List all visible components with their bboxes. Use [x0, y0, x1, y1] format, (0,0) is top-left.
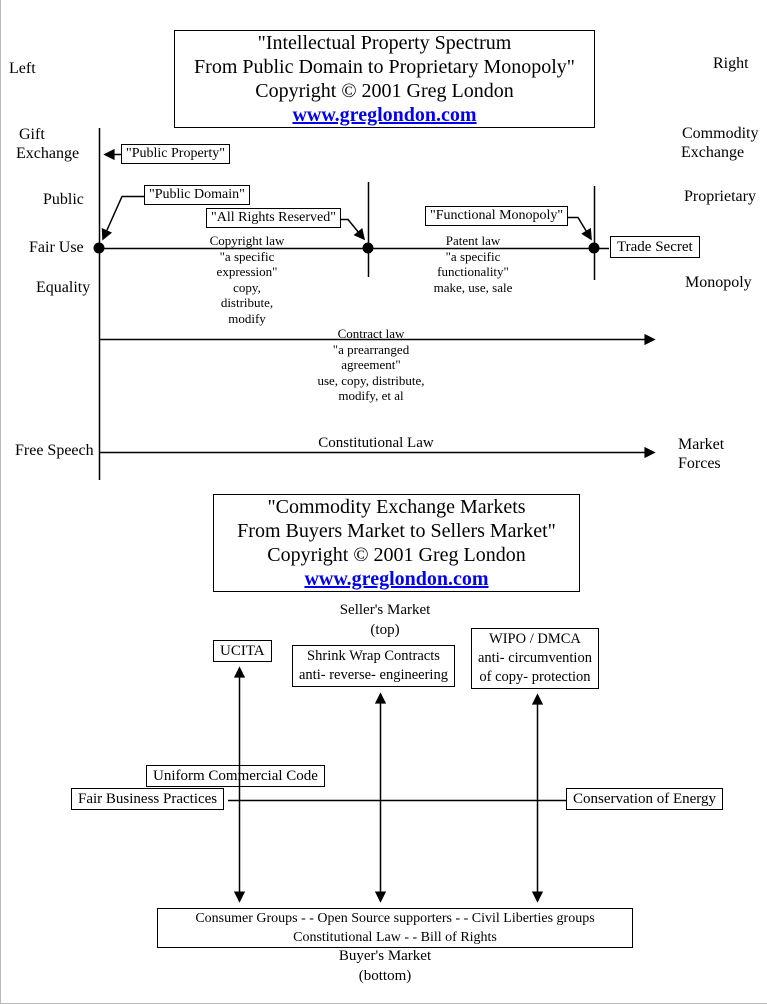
- contract-law-annotation: Contract law "a prearranged agreement" use, copy, distribute, modify, et al: [317, 326, 425, 403]
- public-domain-box: "Public Domain": [144, 185, 250, 205]
- title-line: From Buyers Market to Sellers Market": [237, 520, 556, 542]
- fair-use-dot: [94, 243, 105, 254]
- conservation-of-energy-box: Conservation of Energy: [566, 788, 723, 810]
- functional-monopoly-connector-arrow: [565, 218, 591, 240]
- title-line: Copyright © 2001 Greg London: [267, 544, 526, 566]
- gift-exchange-label: Exchange: [16, 145, 80, 162]
- ip-spectrum-title-box: [174, 30, 595, 128]
- market-forces-label: Forces: [678, 455, 721, 472]
- top-label: (top): [370, 622, 400, 638]
- wipo-dmca-box: WIPO / DMCA anti- circumvention of copy- protection: [471, 628, 599, 689]
- title-line: Copyright © 2001 Greg London: [255, 80, 514, 102]
- title-line: "Intellectual Property Spectrum: [257, 32, 512, 54]
- monopoly-label: Monopoly: [685, 274, 752, 291]
- free-speech-label: Free Speech: [15, 442, 94, 459]
- bottom-label: (bottom): [358, 968, 412, 984]
- commodity-markets-title-box: [213, 494, 580, 592]
- patent-law-annotation: Patent law "a specific functionality" make, use, sale: [433, 233, 513, 295]
- title-line: From Public Domain to Proprietary Monopoly": [194, 56, 575, 78]
- sellers-market-label: Seller's Market: [339, 602, 431, 618]
- greglondon-link[interactable]: www.greglondon.com: [292, 104, 477, 126]
- constitutional-law-label: Constitutional Law: [318, 435, 434, 451]
- proprietary-label: Proprietary: [684, 188, 756, 205]
- copyright-patent-dot: [363, 243, 374, 254]
- title-line: "Commodity Exchange Markets: [267, 496, 526, 518]
- ucita-box: UCITA: [213, 640, 272, 662]
- all-rights-reserved-connector-arrow: [338, 220, 364, 240]
- commodity-exchange-label: Commodity: [682, 125, 759, 142]
- commodity-exchange-label: Exchange: [681, 144, 745, 161]
- functional-monopoly-box: "Functional Monopoly": [425, 206, 568, 226]
- greglondon-link[interactable]: www.greglondon.com: [304, 568, 489, 590]
- market-forces-label: Market: [678, 436, 725, 453]
- consumer-groups-box: Consumer Groups - - Open Source supporters - - Civil Liberties groups Constitutional Law - - Bill of Rights: [157, 908, 633, 948]
- public-property-box: "Public Property": [121, 144, 230, 164]
- gift-exchange-label: Gift: [19, 126, 45, 143]
- equality-label: Equality: [36, 279, 91, 296]
- right-corner-label: Right: [713, 55, 749, 72]
- public-label: Public: [43, 191, 84, 208]
- left-corner-label: Left: [9, 60, 36, 77]
- fair-business-practices-box: Fair Business Practices: [71, 788, 224, 810]
- trade-secret-box: Trade Secret: [610, 236, 700, 258]
- uniform-commercial-code-box: Uniform Commercial Code: [146, 765, 325, 787]
- copyright-law-annotation: Copyright law "a specific expression" copy, distribute, modify: [209, 233, 285, 326]
- buyers-market-label: Buyer's Market: [338, 948, 432, 964]
- patent-tradesecret-dot: [589, 243, 600, 254]
- public-domain-connector-arrow: [103, 197, 144, 240]
- all-rights-reserved-box: "All Rights Reserved": [206, 208, 341, 228]
- fair-use-label: Fair Use: [29, 239, 84, 256]
- shrink-wrap-box: Shrink Wrap Contracts anti- reverse- engineering: [292, 645, 455, 687]
